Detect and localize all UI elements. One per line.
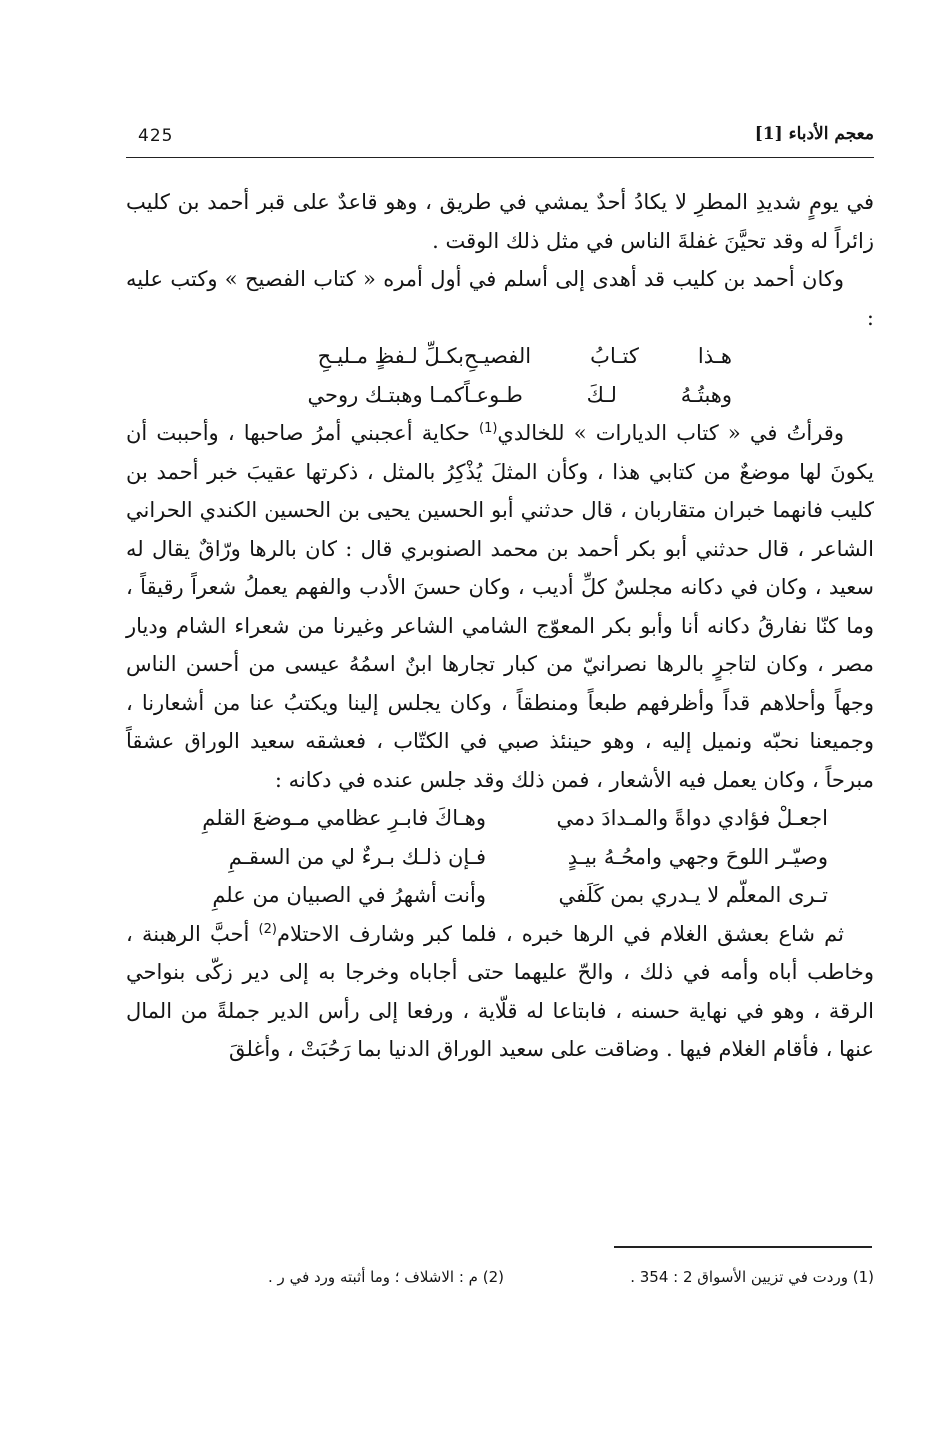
paragraph: وكان أحمد بن كليب قد أهدى إلى أسلم في أول أمره « كتاب الفصيح » وكتب عليه : xyxy=(126,267,874,330)
verse xyxy=(126,337,874,376)
verse-first-hemistich: وصيّـر اللوحَ وجهي وامحُـهُ بيـدٍ xyxy=(567,844,828,869)
verse-second-hemistich: وهـاكَ فابـرِ عظامي مـوضعَ القلمِ xyxy=(202,806,486,830)
verse-first-hemistich: اجعـلْ فؤادي دواةً والمـدادَ دمي xyxy=(556,806,828,830)
paragraph-text: ثم شاع بعشق الغلام في الرها خبره ، فلما كبر وشارف الاحتلام xyxy=(276,921,844,946)
footnote-1: (1) وردت في تزيين الأسواق 2 : 354 . xyxy=(630,1268,874,1286)
header-rule xyxy=(126,157,874,158)
paragraph-text: حكاية أعجبني أمرُ صاحبها ، وأحببت أن يكونَ لها موضعٌ من كتابي هذا ، وكأن المثلَ يُذْكِرُ بالمثل ، ذكرتها عقيبَ خبر أحمد بن كليب فانهما خبران متقاربان ، قال حدثني أبو الحسين يحيى بن الحسين الكندي الحراني الشاعر ، قال حدثني أبو بكر أحمد بن محمد الصنوبري قال : كان بالرها ورّاقٌ يقال له سعيد ، وكان في دكانه مجلسٌ كلِّ أديب ، وكان حسنَ الأدب والفهم يعملُ شعراً رقيقاً ، وما كنّا نفارقُ دكانه أنا وأبو بكر المعوّج الشامي الشاعر وغيرنا من شعراء الشام وديار مصر ، وكان لتاجرٍ بالرها نصرانيّ من كبار تجارها ابنٌ اسمُهُ عيسى من أحسن الناس وجهاً وأحلاهم قداً وأظرفهم طبعاً ومنطقاً ، وكان يجلس إلينا ويكتبُ عنا من أشعارنا ، وجميعنا نحبّه ونميل إليه ، وهو حينئذ صبي في الكتّاب ، فعشقه سعيد الوراق عشقاً مبرحاً ، وكان يعمل فيه الأشعار ، فمن ذلك وقد جلس عنده في دكانه : xyxy=(126,421,874,792)
page-number: 425 xyxy=(138,126,174,146)
poem xyxy=(126,337,874,414)
verse-first-hemistich: هـذا كتـابُ الفصيـحِ xyxy=(464,344,732,368)
footnote-rule xyxy=(614,1246,872,1248)
poem xyxy=(126,799,874,915)
running-title: معجم الأدباء [1] xyxy=(754,124,874,144)
paragraph xyxy=(126,414,874,799)
footnote-reference: (1) xyxy=(478,421,498,436)
paragraph: في يومٍ شديدِ المطرِ لا يكادُ أحدٌ يمشي في طريق ، وهو قاعدٌ على قبر أحمد بن كليب زائراً له وقد تحيَّنَ غفلةَ الناس في مثل ذلك الوقت . xyxy=(126,190,874,253)
paragraph-text: وقرأتُ في « كتاب الديارات » للخالدي xyxy=(497,421,844,445)
verse xyxy=(126,838,874,877)
footnote-2: (2) م : الاشلاف ؛ وما أثبته ورد في ر . xyxy=(268,1268,504,1286)
paragraph xyxy=(126,915,874,1069)
verse xyxy=(126,376,874,415)
verse-first-hemistich: تـرى المعلّم لا يـدري بمن كَلَفي xyxy=(558,883,828,907)
paragraph-text: أحبَّ الرهبنة ، وخاطب أباه وأمه في ذلك ، والحّ عليهما حتى أجاباه وخرجا به إلى دير زكّى بنواحي الرقة ، وهو في نهاية حسنه ، فابتاعا له قلّاية ، ورفعا إلى رأس الدير جملةً من المال عنها ، فأقام الغلام فيها . وضاقت على سعيد الوراق الدنيا بما رَحُبَتْ ، وأغلقَ xyxy=(126,921,874,1061)
main-text xyxy=(126,183,874,1069)
verse-first-hemistich: وهبتُـهُ لـكَ طـوعـاً xyxy=(464,382,732,407)
verse-second-hemistich: فـإن ذلـك بـرءٌ لي من السقـمِ xyxy=(228,844,486,869)
verse xyxy=(126,876,874,915)
verse xyxy=(126,799,874,838)
footnotes xyxy=(126,1268,874,1286)
verse-second-hemistich: وأنت أشهرُ في الصبيان من علمِ xyxy=(212,883,486,907)
verse-second-hemistich: كمـا وهبتـك روحي xyxy=(307,382,464,407)
page-header xyxy=(118,124,874,156)
footnote-reference: (2) xyxy=(258,921,277,937)
verse-second-hemistich: بكـلِّ لـفظٍ مـليـحِ xyxy=(317,344,464,368)
